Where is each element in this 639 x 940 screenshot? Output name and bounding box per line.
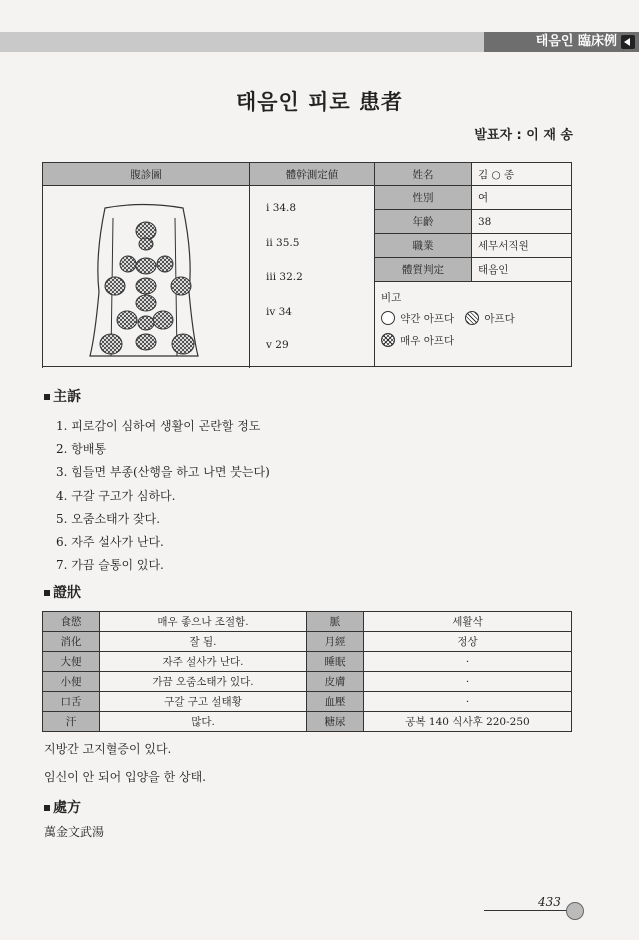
page-title: 태음인 피로 患者 xyxy=(235,90,404,114)
pain-point xyxy=(136,222,156,240)
table-row xyxy=(43,652,572,672)
pain-point xyxy=(105,277,125,295)
prescription-heading xyxy=(44,797,81,817)
table-row xyxy=(43,672,572,692)
presenter: 발표자 : 이 재 송 xyxy=(474,128,573,143)
list-item: 1. 피로감이 심하여 생활이 곤란할 정도 xyxy=(56,419,261,433)
arrow-left-icon xyxy=(621,35,635,49)
pain-point xyxy=(117,311,137,329)
pain-point xyxy=(136,278,156,294)
legend-mid: 아프다 xyxy=(484,313,515,326)
legend xyxy=(375,282,572,367)
pain-point xyxy=(171,277,191,295)
temp-i: i 34.8 xyxy=(266,202,297,214)
age-value: 38 xyxy=(472,210,572,234)
symptom-key: 大便 xyxy=(43,652,100,672)
job-value: 세무서직원 xyxy=(472,234,572,258)
pain-point xyxy=(172,334,194,354)
name-label: 姓名 xyxy=(375,163,472,186)
diagnosis-header: 腹診圖 xyxy=(43,163,250,186)
list-item: 6. 자주 설사가 난다. xyxy=(56,535,164,550)
pain-point xyxy=(138,316,154,330)
pain-point xyxy=(139,238,153,250)
legend-light: 약간 아프다 xyxy=(400,313,455,326)
temperature-values xyxy=(250,186,375,367)
symptom-value: 가끔 오줌소태가 있다. xyxy=(100,672,307,692)
symptom-value: 세활삭 xyxy=(364,612,572,632)
page-marker-icon xyxy=(566,902,584,920)
note-line: 임신이 안 되어 입양을 한 상태. xyxy=(44,770,206,784)
table-row xyxy=(43,692,572,712)
pain-point xyxy=(153,311,173,329)
symptom-value: 많다. xyxy=(100,712,307,732)
symptom-value: 매우 좋으나 조절함. xyxy=(100,612,307,632)
pain-point xyxy=(100,334,122,354)
complaints-heading xyxy=(44,386,81,406)
temperature-header: 體幹測定値 xyxy=(250,163,375,186)
constitution-label: 體質判定 xyxy=(375,258,472,282)
complaints-list xyxy=(56,415,270,577)
list-item: 7. 가끔 슬통이 있다. xyxy=(56,558,164,573)
symptom-value: 정상 xyxy=(364,632,572,652)
light-pain-icon xyxy=(381,311,395,325)
symptom-key: 血壓 xyxy=(307,692,364,712)
temp-ii: ii 35.5 xyxy=(266,237,300,249)
table-row xyxy=(43,712,572,732)
prescription-title: 處方 xyxy=(53,800,81,816)
symptom-key: 口舌 xyxy=(43,692,100,712)
exam-table xyxy=(42,162,572,367)
abdomen-diagram-cell xyxy=(43,186,250,367)
abdomen-diagram xyxy=(43,186,249,366)
page-rule xyxy=(484,910,576,911)
symptom-value: · xyxy=(364,692,572,712)
temp-iv: iv 34 xyxy=(266,306,292,318)
mid-pain-icon xyxy=(465,311,479,325)
list-item: 5. 오줌소태가 잦다. xyxy=(56,511,161,526)
symptom-value: · xyxy=(364,672,572,692)
temp-v: v 29 xyxy=(266,339,289,351)
symptom-key: 消化 xyxy=(43,632,100,652)
sex-value: 여 xyxy=(472,186,572,210)
symptoms-table xyxy=(42,611,572,732)
symptoms-title: 證狀 xyxy=(53,585,81,601)
name-value: 김 ○ 종 xyxy=(472,163,572,186)
symptom-key: 皮膚 xyxy=(307,672,364,692)
age-label: 年齡 xyxy=(375,210,472,234)
pain-point xyxy=(136,295,156,311)
symptom-value: 구갈 구고 설태황 xyxy=(100,692,307,712)
symptom-key: 脈 xyxy=(307,612,364,632)
page-number: 433 xyxy=(538,895,561,909)
sex-label: 性別 xyxy=(375,186,472,210)
list-item: 2. 항배통 xyxy=(56,442,107,457)
symptoms-heading xyxy=(44,582,81,602)
legend-title: 비고 xyxy=(381,292,402,305)
symptom-key: 糖尿 xyxy=(307,712,364,732)
list-item: 3. 힘들면 부종(산행을 하고 나면 붓는다) xyxy=(56,465,270,480)
symptom-key: 小便 xyxy=(43,672,100,692)
strong-pain-icon xyxy=(381,333,395,347)
table-row xyxy=(43,632,572,652)
complaints-title: 主訴 xyxy=(53,389,81,405)
table-row xyxy=(43,612,572,632)
pain-point xyxy=(136,258,156,274)
symptom-value: 공복 140 식사후 220-250 xyxy=(364,712,572,732)
symptom-value: 자주 설사가 난다. xyxy=(100,652,307,672)
notes xyxy=(44,735,206,791)
constitution-value: 태음인 xyxy=(472,258,572,282)
prescription-text: 萬金文武湯 xyxy=(44,825,105,839)
chapter-tag: 태음인 臨床例 xyxy=(484,32,639,52)
symptom-key: 食慾 xyxy=(43,612,100,632)
symptom-key: 月經 xyxy=(307,632,364,652)
legend-strong: 매우 아프다 xyxy=(400,335,455,348)
symptom-value: 잘 됨. xyxy=(100,632,307,652)
symptom-key: 睡眠 xyxy=(307,652,364,672)
symptom-value: · xyxy=(364,652,572,672)
job-label: 職業 xyxy=(375,234,472,258)
list-item: 4. 구갈 구고가 심하다. xyxy=(56,488,176,503)
temp-iii: iii 32.2 xyxy=(266,271,303,283)
pain-point xyxy=(136,334,156,350)
pain-point xyxy=(120,256,136,272)
symptom-key: 汗 xyxy=(43,712,100,732)
pain-point xyxy=(157,256,173,272)
note-line: 지방간 고지혈증이 있다. xyxy=(44,742,172,756)
